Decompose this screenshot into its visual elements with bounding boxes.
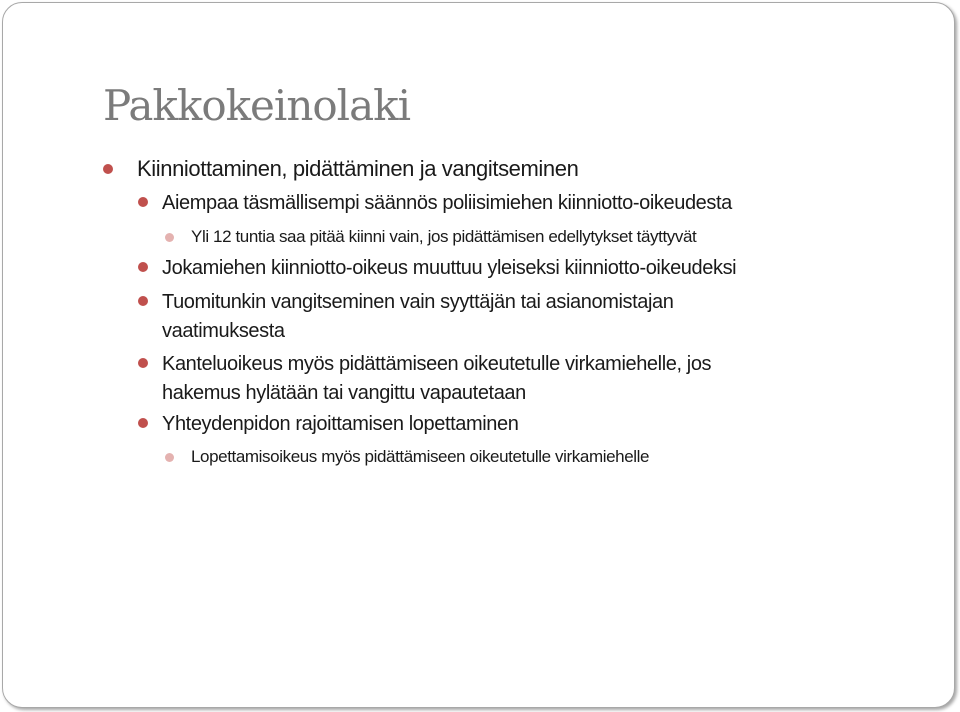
bullet-dot-icon [138,418,148,428]
slide-title: Pakkokeinolaki [103,81,411,130]
bullet-dot-icon [103,164,113,174]
bullet-text-line: vaatimuksesta [162,320,285,342]
bullet-item-level3 [191,226,696,248]
bullet-text: Aiempaa täsmällisempi säännös poliisimiehen kiinniotto-oikeudesta [162,192,732,214]
bullet-text-line: Kanteluoikeus myös pidättämiseen oikeutetulle virkamiehelle, jos [162,353,712,375]
bullet-item-level2 [162,189,732,218]
bullet-item-level2 [162,288,674,346]
bullet-dot-icon [165,453,174,462]
bullet-text-line: hakemus hylätään tai vangittu vapautetaan [162,382,526,404]
bullet-item-level1 [137,155,578,183]
bullet-dot-icon [138,262,148,272]
bullet-item-level2 [162,350,711,408]
bullet-dot-icon [138,197,148,207]
bullet-text: Jokamiehen kiinniotto-oikeus muuttuu yleiseksi kiinniotto-oikeudeksi [162,257,737,279]
bullet-text: Lopettamisoikeus myös pidättämiseen oikeutetulle virkamiehelle [191,447,650,466]
bullet-text-line: Tuomitunkin vangitseminen vain syyttäjän tai asianomistajan [162,291,674,313]
bullet-item-level2 [162,410,518,439]
bullet-text: Kiinniottaminen, pidättäminen ja vangitseminen [137,156,579,181]
slide [2,2,955,708]
bullet-dot-icon [165,233,174,242]
bullet-item-level2 [162,254,736,283]
bullet-dot-icon [138,296,148,306]
bullet-text: Yli 12 tuntia saa pitää kiinni vain, jos pidättämisen edellytykset täyttyvät [191,227,697,246]
bullet-text: Yhteydenpidon rajoittamisen lopettaminen [162,413,519,435]
bullet-item-level3 [191,446,649,468]
bullet-dot-icon [138,358,148,368]
